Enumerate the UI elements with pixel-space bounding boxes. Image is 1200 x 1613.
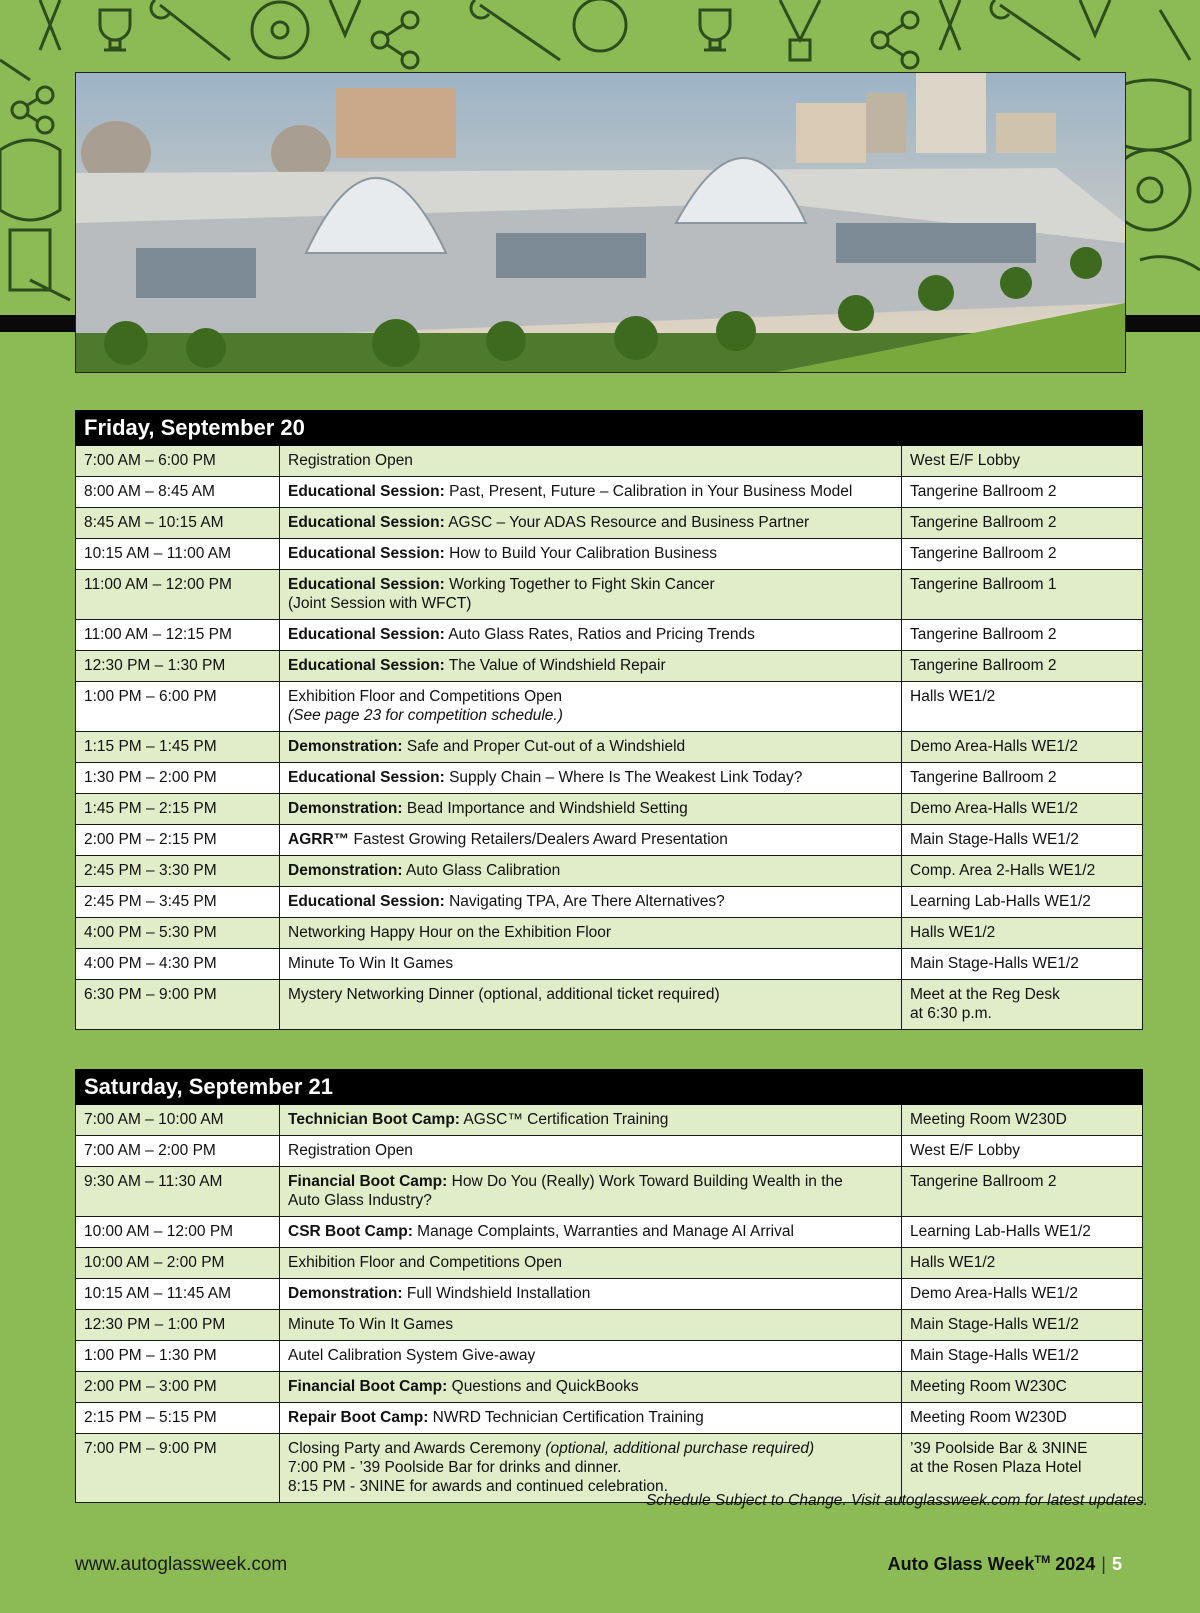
time-cell: 2:45 PM – 3:45 PM (76, 887, 280, 917)
location-text: West E/F Lobby (910, 452, 1020, 469)
time-cell: 4:00 PM – 4:30 PM (76, 949, 280, 979)
location-text: Learning Lab-Halls WE1/2 (910, 893, 1091, 910)
event-cell (280, 1403, 902, 1433)
table-row (75, 1403, 1143, 1434)
event-title: How to Build Your Calibration Business (444, 545, 718, 562)
event-type-label: Educational Session: (288, 769, 445, 786)
event-cell (280, 856, 902, 886)
location-text: at 6:30 p.m. (910, 1005, 992, 1022)
location-text: Halls WE1/2 (910, 688, 996, 705)
table-row (75, 949, 1143, 980)
event-type-label: Educational Session: (288, 576, 445, 593)
table-row (75, 508, 1143, 539)
event-title: Autel Calibration System Give-away (288, 1347, 536, 1364)
event-title: The Value of Windshield Repair (444, 657, 666, 674)
event-type-label: Educational Session: (288, 545, 445, 562)
table-row (75, 1167, 1143, 1217)
footer-brand (888, 1554, 1122, 1575)
time-cell: 7:00 PM – 9:00 PM (76, 1434, 280, 1502)
time-cell: 4:00 PM – 5:30 PM (76, 918, 280, 948)
event-cell (280, 1341, 902, 1371)
event-cell (280, 887, 902, 917)
schedule-disclaimer: Schedule Subject to Change. Visit autoglassweek.com for latest updates. (645, 1492, 1148, 1509)
location-cell (902, 1341, 1142, 1371)
event-cell (280, 763, 902, 793)
event-cell (280, 980, 902, 1029)
location-text: Demo Area-Halls WE1/2 (910, 800, 1078, 817)
event-title: Fastest Growing Retailers/Dealers Award Presentation (349, 831, 728, 848)
event-title: Bead Importance and Windshield Setting (402, 800, 688, 817)
location-cell (902, 1310, 1142, 1340)
event-cell (280, 1167, 902, 1216)
table-row (75, 1136, 1143, 1167)
friday-day-header: Friday, September 20 (75, 410, 1143, 446)
location-cell (902, 949, 1142, 979)
table-row (75, 794, 1143, 825)
table-row (75, 1279, 1143, 1310)
location-cell (902, 1403, 1142, 1433)
table-row (75, 620, 1143, 651)
time-cell: 2:00 PM – 3:00 PM (76, 1372, 280, 1402)
location-cell (902, 620, 1142, 650)
time-cell: 1:30 PM – 2:00 PM (76, 763, 280, 793)
event-title: Registration Open (288, 1142, 413, 1159)
time-cell: 6:30 PM – 9:00 PM (76, 980, 280, 1029)
event-title: How Do You (Really) Work Toward Building Wealth in the (447, 1173, 843, 1190)
event-type-label: Demonstration: (288, 738, 403, 755)
event-cell (280, 1105, 902, 1135)
event-title: Minute To Win It Games (288, 1316, 454, 1333)
event-cell (280, 1310, 902, 1340)
event-cell (280, 1136, 902, 1166)
location-text: Main Stage-Halls WE1/2 (910, 1347, 1079, 1364)
wrench-icon (151, 0, 1080, 60)
event-cell (280, 949, 902, 979)
event-type-label: Educational Session: (288, 893, 445, 910)
table-row (75, 682, 1143, 732)
location-text: Tangerine Ballroom 2 (910, 1173, 1057, 1190)
location-text: Tangerine Ballroom 2 (910, 545, 1057, 562)
location-cell (902, 1372, 1142, 1402)
event-title: AGSC™ Certification Training (459, 1111, 669, 1128)
table-row (75, 477, 1143, 508)
event-title: Registration Open (288, 452, 413, 469)
time-cell: 10:00 AM – 2:00 PM (76, 1248, 280, 1278)
location-cell (902, 1248, 1142, 1278)
event-cell (280, 732, 902, 762)
location-text: Tangerine Ballroom 2 (910, 514, 1057, 531)
table-row (75, 856, 1143, 887)
time-cell: 11:00 AM – 12:00 PM (76, 570, 280, 619)
event-detail: (Joint Session with WFCT) (288, 595, 472, 612)
event-detail: 7:00 PM - ’39 Poolside Bar for drinks and dinner. (288, 1459, 622, 1476)
location-text: Tangerine Ballroom 2 (910, 657, 1057, 674)
location-text: Halls WE1/2 (910, 1254, 996, 1271)
event-cell (280, 477, 902, 507)
event-type-label: Technician Boot Camp: (288, 1111, 460, 1128)
location-text: Meet at the Reg Desk (910, 986, 1060, 1003)
table-row (75, 570, 1143, 620)
time-cell: 7:00 AM – 10:00 AM (76, 1105, 280, 1135)
convention-center-photo (75, 72, 1126, 373)
table-row (75, 1248, 1143, 1279)
event-cell (280, 1248, 902, 1278)
event-type-label: AGRR™ (288, 831, 350, 848)
event-cell (280, 651, 902, 681)
location-cell (902, 732, 1142, 762)
location-cell (902, 1167, 1142, 1216)
event-type-label: Financial Boot Camp: (288, 1173, 448, 1190)
location-cell (902, 856, 1142, 886)
friday-rows (75, 446, 1143, 1030)
location-cell (902, 651, 1142, 681)
event-type-label: Demonstration: (288, 1285, 403, 1302)
table-row (75, 763, 1143, 794)
event-title: Closing Party and Awards Ceremony (288, 1440, 546, 1457)
table-row (75, 1310, 1143, 1341)
location-cell (902, 1217, 1142, 1247)
page-number: 5 (1111, 1554, 1122, 1574)
location-text: Meeting Room W230D (910, 1111, 1067, 1128)
brand-tm: TM (1034, 1554, 1051, 1566)
trophy-icon (100, 10, 730, 50)
event-title: AGSC – Your ADAS Resource and Business Partner (444, 514, 810, 531)
time-cell: 1:00 PM – 6:00 PM (76, 682, 280, 731)
event-cell (280, 620, 902, 650)
location-text: ’39 Poolside Bar & 3NINE (910, 1440, 1088, 1457)
time-cell: 8:45 AM – 10:15 AM (76, 508, 280, 538)
brand-year: 2024 (1050, 1554, 1096, 1574)
location-text: Main Stage-Halls WE1/2 (910, 1316, 1079, 1333)
location-cell (902, 887, 1142, 917)
friday-schedule-table (75, 410, 1143, 1030)
event-note: (optional, additional purchase required) (545, 1440, 815, 1457)
location-cell (902, 570, 1142, 619)
time-cell: 1:45 PM – 2:15 PM (76, 794, 280, 824)
event-title: Exhibition Floor and Competitions Open (288, 1254, 562, 1271)
time-cell: 9:30 AM – 11:30 AM (76, 1167, 280, 1216)
location-cell (902, 1136, 1142, 1166)
event-detail: 8:15 PM - 3NINE for awards and continued celebration. (288, 1478, 668, 1495)
location-cell (902, 1279, 1142, 1309)
location-text: Tangerine Ballroom 1 (910, 576, 1057, 593)
table-row (75, 1105, 1143, 1136)
event-type-label: Demonstration: (288, 862, 403, 879)
brand-name: Auto Glass Week (887, 1554, 1035, 1574)
event-note: (See page 23 for competition schedule.) (288, 707, 563, 724)
location-text: Meeting Room W230D (910, 1409, 1067, 1426)
event-title: Safe and Proper Cut-out of a Windshield (402, 738, 686, 755)
saturday-day-header: Saturday, September 21 (75, 1069, 1143, 1105)
time-cell: 1:00 PM – 1:30 PM (76, 1341, 280, 1371)
table-row (75, 1341, 1143, 1372)
location-text: Demo Area-Halls WE1/2 (910, 1285, 1078, 1302)
location-cell (902, 825, 1142, 855)
event-type-label: Educational Session: (288, 483, 445, 500)
event-title: Networking Happy Hour on the Exhibition Floor (288, 924, 612, 941)
time-cell: 10:00 AM – 12:00 PM (76, 1217, 280, 1247)
event-title: Past, Present, Future – Calibration in Your Business Model (444, 483, 853, 500)
event-cell (280, 1372, 902, 1402)
time-cell: 11:00 AM – 12:15 PM (76, 620, 280, 650)
event-type-label: Educational Session: (288, 657, 445, 674)
event-type-label: Educational Session: (288, 626, 445, 643)
location-text: Tangerine Ballroom 2 (910, 626, 1057, 643)
location-text: Demo Area-Halls WE1/2 (910, 738, 1078, 755)
event-detail: Auto Glass Industry? (288, 1192, 432, 1209)
event-cell (280, 570, 902, 619)
footer-url[interactable]: www.autoglassweek.com (75, 1554, 288, 1575)
time-cell: 10:15 AM – 11:45 AM (76, 1279, 280, 1309)
event-title: Questions and QuickBooks (447, 1378, 639, 1395)
event-cell (280, 825, 902, 855)
table-row (75, 732, 1143, 763)
time-cell: 10:15 AM – 11:00 AM (76, 539, 280, 569)
event-type-label: CSR Boot Camp: (288, 1223, 413, 1240)
event-title: Manage Complaints, Warranties and Manage AI Arrival (412, 1223, 794, 1240)
location-cell (902, 1105, 1142, 1135)
location-text: Halls WE1/2 (910, 924, 996, 941)
event-cell (280, 446, 902, 476)
table-row (75, 887, 1143, 918)
table-row (75, 980, 1143, 1030)
location-text: Main Stage-Halls WE1/2 (910, 955, 1079, 972)
location-text: Tangerine Ballroom 2 (910, 769, 1057, 786)
location-cell (902, 763, 1142, 793)
footer-separator: | (1101, 1554, 1106, 1574)
event-cell (280, 1217, 902, 1247)
location-cell (902, 508, 1142, 538)
event-title: Supply Chain – Where Is The Weakest Link Today? (444, 769, 803, 786)
saturday-rows (75, 1105, 1143, 1503)
time-cell: 2:45 PM – 3:30 PM (76, 856, 280, 886)
location-cell (902, 794, 1142, 824)
event-cell (280, 794, 902, 824)
saturday-schedule-table (75, 1069, 1143, 1503)
location-text: West E/F Lobby (910, 1142, 1020, 1159)
location-cell (902, 539, 1142, 569)
table-row (75, 1217, 1143, 1248)
event-title: NWRD Technician Certification Training (428, 1409, 704, 1426)
time-cell: 1:15 PM – 1:45 PM (76, 732, 280, 762)
location-cell (902, 918, 1142, 948)
table-row (75, 651, 1143, 682)
event-cell (280, 539, 902, 569)
time-cell: 12:30 PM – 1:30 PM (76, 651, 280, 681)
event-cell (280, 508, 902, 538)
event-type-label: Demonstration: (288, 800, 403, 817)
location-cell (902, 980, 1142, 1029)
location-cell (902, 477, 1142, 507)
time-cell: 2:00 PM – 2:15 PM (76, 825, 280, 855)
location-text: Tangerine Ballroom 2 (910, 483, 1057, 500)
time-cell: 12:30 PM – 1:00 PM (76, 1310, 280, 1340)
location-text: Comp. Area 2-Halls WE1/2 (910, 862, 1096, 879)
table-row (75, 1372, 1143, 1403)
event-title: Auto Glass Rates, Ratios and Pricing Trends (444, 626, 755, 643)
location-text: Learning Lab-Halls WE1/2 (910, 1223, 1091, 1240)
event-title: Navigating TPA, Are There Alternatives? (444, 893, 725, 910)
time-cell: 7:00 AM – 6:00 PM (76, 446, 280, 476)
event-title: Minute To Win It Games (288, 955, 454, 972)
location-cell (902, 446, 1142, 476)
event-type-label: Repair Boot Camp: (288, 1409, 429, 1426)
table-row (75, 825, 1143, 856)
event-type-label: Financial Boot Camp: (288, 1378, 448, 1395)
time-cell: 7:00 AM – 2:00 PM (76, 1136, 280, 1166)
table-row (75, 539, 1143, 570)
event-title: Working Together to Fight Skin Cancer (444, 576, 715, 593)
event-cell (280, 1279, 902, 1309)
event-title: Auto Glass Calibration (402, 862, 561, 879)
time-cell: 2:15 PM – 5:15 PM (76, 1403, 280, 1433)
event-cell (280, 682, 902, 731)
event-title: Mystery Networking Dinner (optional, additional ticket required) (288, 986, 720, 1003)
location-cell (902, 682, 1142, 731)
time-cell: 8:00 AM – 8:45 AM (76, 477, 280, 507)
location-text: Meeting Room W230C (910, 1378, 1067, 1395)
event-title: Exhibition Floor and Competitions Open (288, 688, 562, 705)
location-text: at the Rosen Plaza Hotel (910, 1459, 1082, 1476)
table-row (75, 446, 1143, 477)
event-cell (280, 918, 902, 948)
table-row (75, 918, 1143, 949)
event-title: Full Windshield Installation (402, 1285, 591, 1302)
event-type-label: Educational Session: (288, 514, 445, 531)
location-text: Main Stage-Halls WE1/2 (910, 831, 1079, 848)
